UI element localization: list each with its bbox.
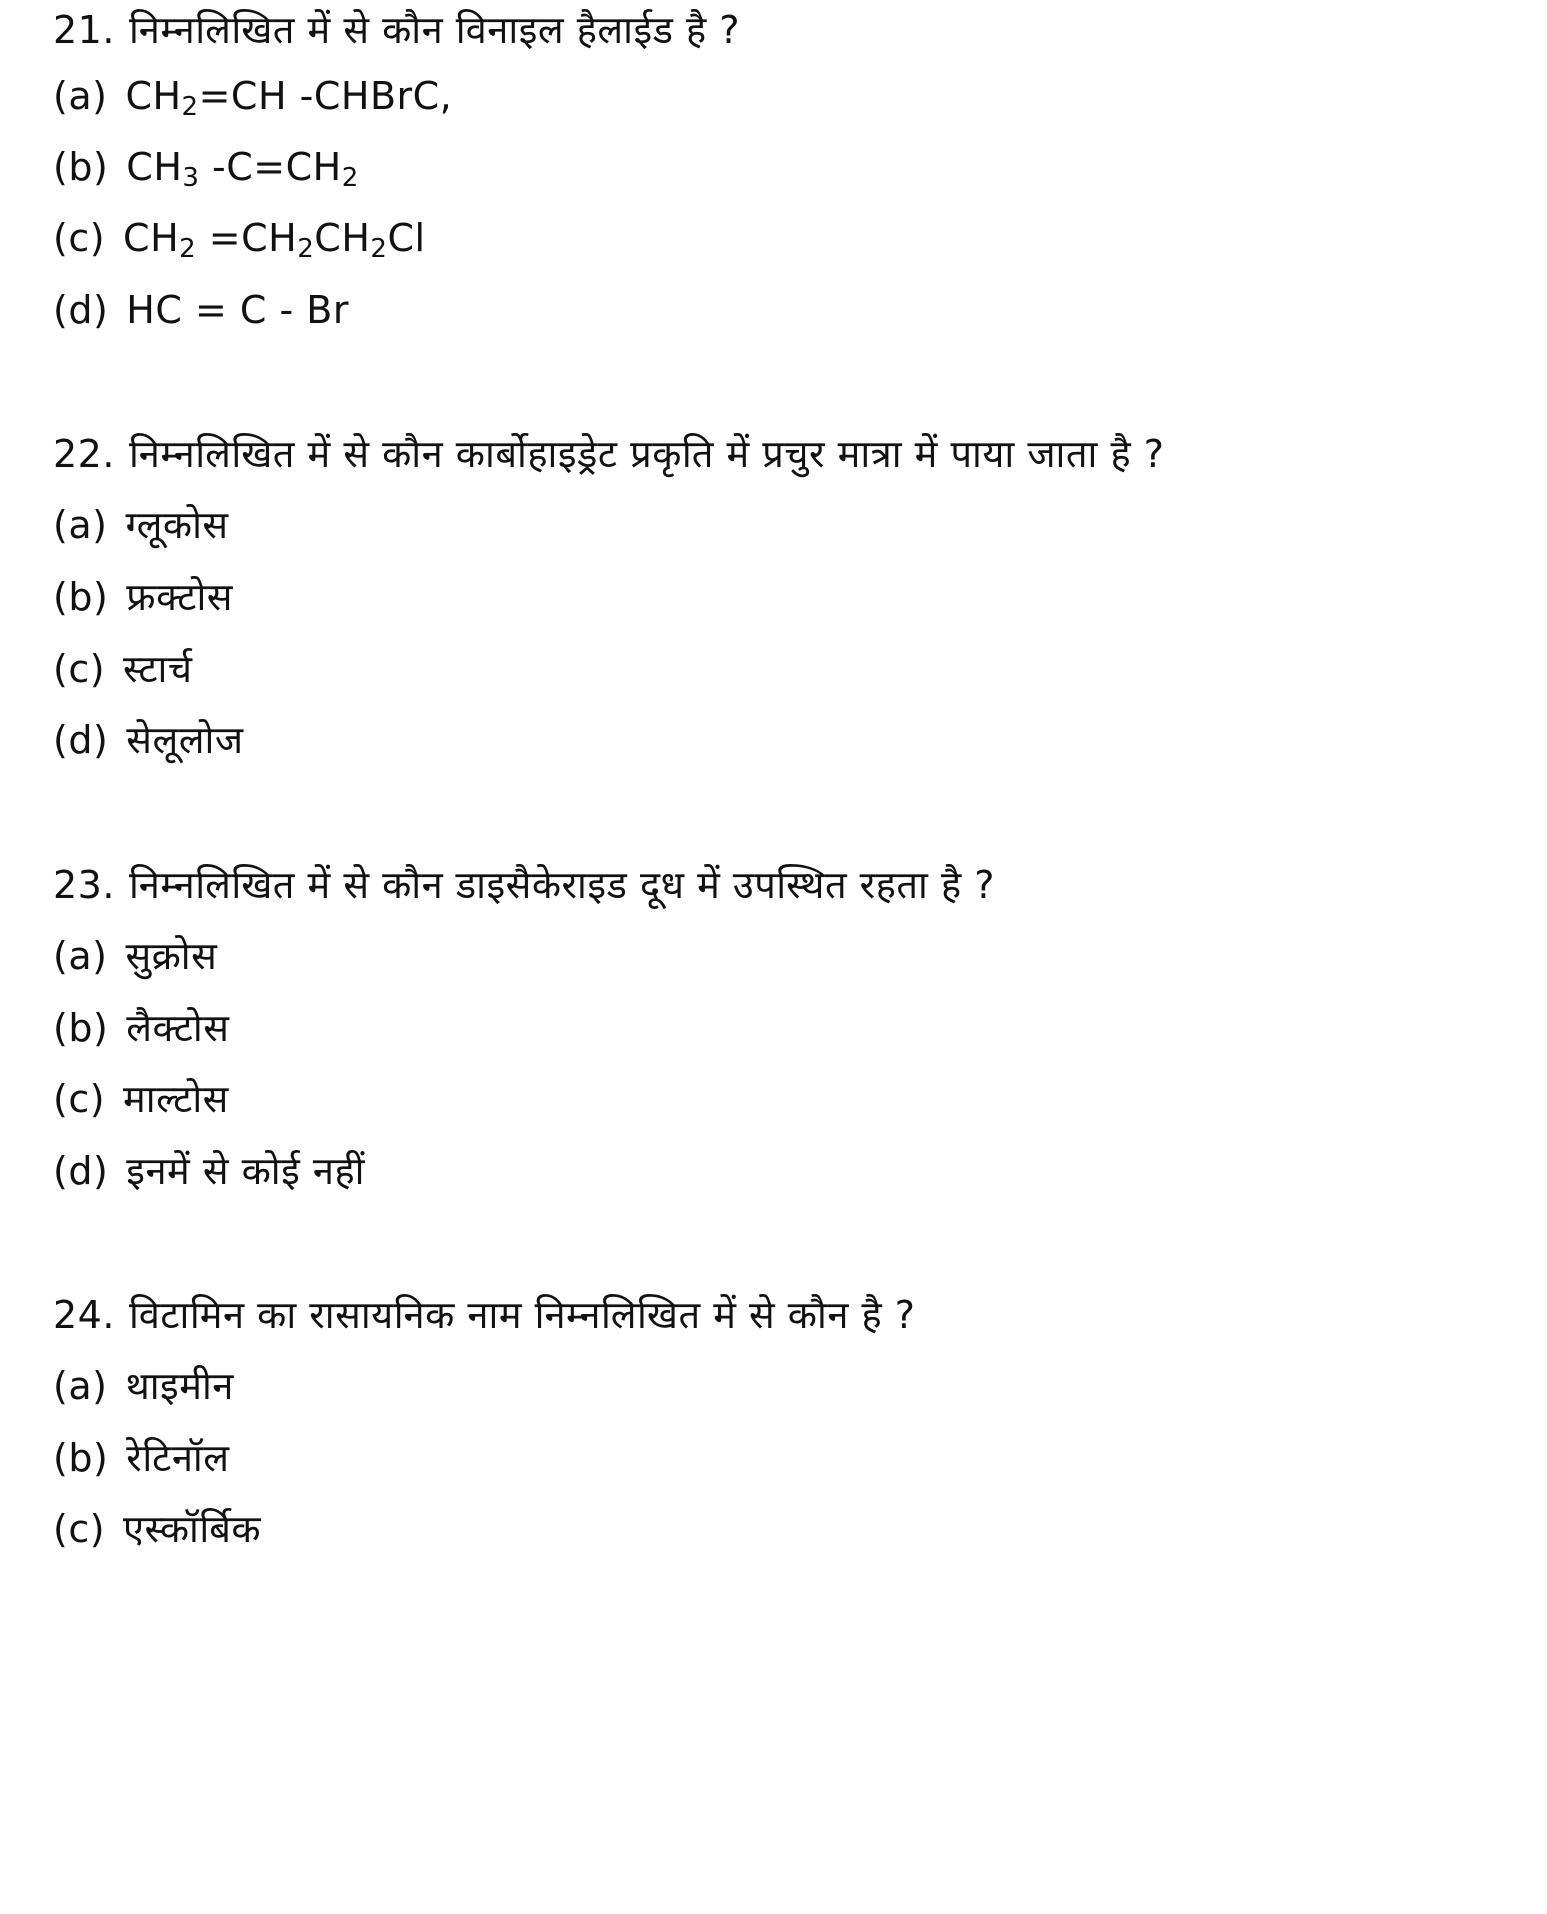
option-text: इनमें से कोई नहीं <box>126 1149 365 1193</box>
q23-option-b <box>53 1004 229 1052</box>
option-label: (c) <box>53 1507 106 1551</box>
question-text: निम्नलिखित में से कौन डाइसैकेराइड दूध में उपस्थित रहता है ? <box>128 863 995 907</box>
option-label: (d) <box>53 1149 109 1193</box>
q22-option-a <box>53 501 229 549</box>
q21-option-c <box>53 214 426 262</box>
option-text: सुक्रोस <box>125 934 218 978</box>
q21-option-d <box>53 286 349 334</box>
option-label: (b) <box>53 575 109 619</box>
q21-option-a <box>53 72 452 120</box>
question-number: 24. <box>53 1293 115 1337</box>
question-23 <box>53 861 995 909</box>
option-formula: $CH_2 =CH_2CH_2Cl$ <box>123 216 426 264</box>
option-formula: HC = C - Br <box>126 288 349 332</box>
question-text: निम्नलिखित में से कौन कार्बोहाइड्रेट प्रकृति में प्रचुर मात्रा में पाया जाता है ? <box>128 432 1165 476</box>
question-number: 22. <box>53 432 115 476</box>
question-21 <box>53 6 740 54</box>
option-label: (a) <box>53 1364 108 1408</box>
option-formula: $CH_2=CH$ -CHBrC, <box>125 74 453 122</box>
option-text: एस्कॉर्बिक <box>123 1507 262 1551</box>
q22-option-d <box>53 716 244 764</box>
question-text: निम्नलिखित में से कौन विनाइल हैलाईड है ? <box>128 8 740 52</box>
q24-option-c <box>53 1505 261 1553</box>
question-number: 21. <box>53 8 115 52</box>
option-label: (c) <box>53 647 106 691</box>
option-text: थाइमीन <box>125 1364 234 1408</box>
option-formula: $CH_3$ $-C=CH_2$ <box>126 145 359 193</box>
question-number: 23. <box>53 863 115 907</box>
option-label: (a) <box>53 934 108 978</box>
option-label: (a) <box>53 503 108 547</box>
question-24 <box>53 1291 915 1339</box>
option-text: फ्रक्टोस <box>126 575 233 619</box>
option-text: ग्लूकोस <box>125 503 229 547</box>
option-text: सेलूलोज <box>126 718 244 762</box>
question-22 <box>53 430 1164 478</box>
option-label: (d) <box>53 288 109 332</box>
q22-option-c <box>53 645 192 693</box>
q21-option-b <box>53 143 359 191</box>
option-text: रेटिनॉल <box>126 1436 230 1480</box>
option-text: लैक्टोस <box>126 1006 230 1050</box>
q23-option-a <box>53 932 217 980</box>
option-label: (c) <box>53 1077 106 1121</box>
option-text: माल्टोस <box>123 1077 229 1121</box>
q23-option-c <box>53 1075 229 1123</box>
q23-option-d <box>53 1147 365 1195</box>
option-text: स्टार्च <box>123 647 193 691</box>
option-label: (d) <box>53 718 109 762</box>
q24-option-a <box>53 1362 234 1410</box>
question-text: विटामिन का रासायनिक नाम निम्नलिखित में से कौन है ? <box>128 1293 916 1337</box>
option-label: (c) <box>53 216 106 260</box>
option-label: (b) <box>53 1436 109 1480</box>
option-label: (b) <box>53 145 109 189</box>
q24-option-b <box>53 1434 230 1482</box>
q22-option-b <box>53 573 233 621</box>
option-label: (b) <box>53 1006 109 1050</box>
option-label: (a) <box>53 74 108 118</box>
